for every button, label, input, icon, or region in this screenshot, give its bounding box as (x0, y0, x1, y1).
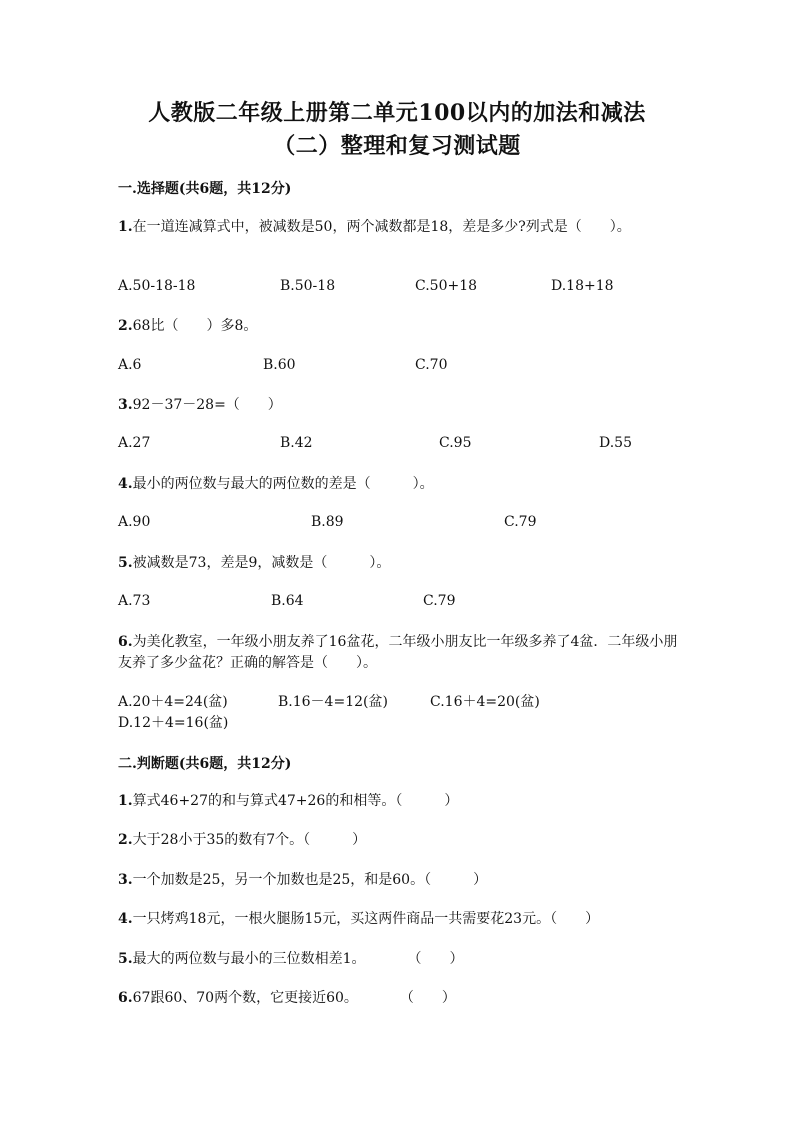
page-title-line-2: （二）整理和复习测试题 (273, 133, 521, 159)
section-heading-true-false: 二.判断题(共6题，共12分) (118, 756, 292, 772)
choice-question-4 (118, 474, 678, 495)
question-number: 2. (118, 832, 133, 848)
choice-question-5 (118, 553, 678, 574)
question-text: 在一道连减算式中，被减数是50，两个减数都是18，差是多少?列式是（ ）。 (132, 219, 631, 235)
question-text: 一个加数是25，另一个加数也是25，和是60。（ ） (132, 872, 488, 888)
option-c[interactable]: C.70 (415, 357, 448, 373)
option-a[interactable]: A.90 (118, 514, 151, 530)
choice-question-2 (118, 316, 678, 337)
option-d[interactable]: D.55 (599, 435, 632, 451)
option-b[interactable]: B.42 (280, 435, 313, 451)
option-b[interactable]: B.64 (271, 593, 304, 609)
option-c[interactable]: C.16＋4=20(盆) (430, 694, 540, 710)
judge-question-5 (118, 949, 678, 970)
judge-question-1 (118, 791, 678, 812)
question-number: 4. (118, 476, 133, 492)
question-text: 为美化教室，一年级小朋友养了16盆花，二年级小朋友比一年级多养了4盆．二年级小朋友养了多少盆花？正确的解答是（ ）。 (118, 634, 678, 671)
choice-question-3 (118, 395, 678, 416)
choice-question-6-options (118, 692, 678, 734)
question-number: 6. (118, 634, 133, 650)
option-c[interactable]: C.50+18 (415, 278, 478, 294)
question-number: 1. (118, 219, 133, 235)
question-number: 5. (118, 555, 133, 571)
option-c[interactable]: C.95 (439, 435, 472, 451)
option-a[interactable]: A.50-18-18 (118, 278, 196, 294)
option-c[interactable]: C.79 (423, 593, 456, 609)
judge-question-4 (118, 909, 678, 930)
option-a[interactable]: A.6 (118, 357, 142, 373)
question-text: 被减数是73，差是9，减数是（ ）。 (132, 555, 391, 571)
section-heading-choice: 一.选择题(共6题，共12分) (118, 181, 292, 197)
option-b[interactable]: B.50-18 (280, 278, 336, 294)
option-a[interactable]: A.27 (118, 435, 151, 451)
option-c[interactable]: C.79 (504, 514, 537, 530)
page-title-line-1: 人教版二年级上册第二单元100以内的加法和减法 (148, 100, 646, 126)
question-text: 大于28小于35的数有7个。（ ） (132, 832, 367, 848)
choice-question-1-options (118, 278, 678, 298)
question-number: 3. (118, 397, 133, 413)
choice-question-6 (118, 632, 678, 674)
question-text: 67跟60、70两个数，它更接近60。 （ ） (132, 990, 456, 1006)
choice-question-5-options (118, 593, 678, 613)
judge-question-2 (118, 830, 678, 851)
question-text: 最大的两位数与最小的三位数相差1。 （ ） (132, 951, 464, 967)
question-number: 2. (118, 318, 133, 334)
option-d[interactable]: D.18+18 (551, 278, 614, 294)
choice-question-4-options (118, 514, 678, 534)
question-text: 92－37－28=（ ） (132, 397, 282, 413)
question-text: 最小的两位数与最大的两位数的差是（ ）。 (132, 476, 434, 492)
choice-question-3-options (118, 435, 678, 455)
question-text: 算式46+27的和与算式47+26的和相等。（ ） (132, 793, 459, 809)
option-b[interactable]: B.60 (263, 357, 296, 373)
option-b[interactable]: B.16－4=12(盆) (278, 694, 388, 710)
option-b[interactable]: B.89 (311, 514, 344, 530)
choice-question-1 (118, 217, 678, 238)
choice-question-2-options (118, 357, 678, 377)
option-a[interactable]: A.73 (118, 593, 151, 609)
option-a[interactable]: A.20＋4=24(盆) (118, 694, 228, 710)
question-text: 一只烤鸡18元，一根火腿肠15元，买这两件商品一共需要花23元。（ ） (132, 911, 600, 927)
question-number: 4. (118, 911, 133, 927)
question-number: 1. (118, 793, 133, 809)
question-text: 68比（ ）多8。 (132, 318, 258, 334)
question-number: 6. (118, 990, 133, 1006)
option-d[interactable]: D.12＋4=16(盆) (118, 715, 229, 731)
question-number: 3. (118, 872, 133, 888)
judge-question-3 (118, 870, 678, 891)
question-number: 5. (118, 951, 133, 967)
judge-question-6 (118, 988, 678, 1009)
